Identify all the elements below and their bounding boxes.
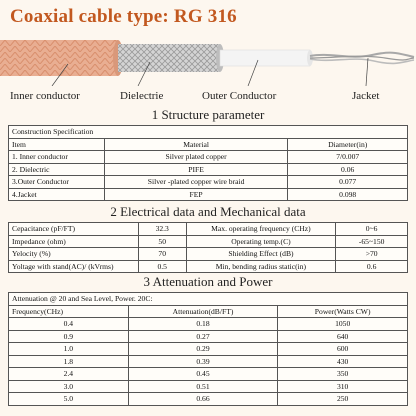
table-header-row bbox=[9, 305, 408, 318]
table-cell: 0.39 bbox=[128, 355, 278, 368]
structure-table bbox=[8, 125, 408, 201]
table-cell: 0.5 bbox=[138, 260, 186, 273]
table-row bbox=[9, 163, 408, 176]
table-cell: 70 bbox=[138, 248, 186, 261]
table-row bbox=[9, 393, 408, 406]
table-cell: Shielding Effect (dB) bbox=[186, 248, 336, 261]
table-row bbox=[9, 355, 408, 368]
table-cell: 0~6 bbox=[336, 223, 408, 236]
table-cell: Impedance (ohm) bbox=[9, 235, 139, 248]
table-header-row bbox=[9, 138, 408, 151]
table-cell: 350 bbox=[278, 368, 408, 381]
header-cell: Material bbox=[104, 138, 288, 151]
table-cell: 2.4 bbox=[9, 368, 129, 381]
table-cell: 0.29 bbox=[128, 343, 278, 356]
table-cell: PIFE bbox=[104, 163, 288, 176]
attenuation-table bbox=[8, 292, 408, 406]
table-cell: 0.06 bbox=[288, 163, 408, 176]
page-title: Coaxial cable type: RG 316 bbox=[10, 6, 237, 27]
label-jacket: Jacket bbox=[352, 90, 380, 102]
table-cell: -65~150 bbox=[336, 235, 408, 248]
table-cell: Silver plated copper bbox=[104, 151, 288, 164]
table-cell: Yelocity (%) bbox=[9, 248, 139, 261]
table-cell: 32.3 bbox=[138, 223, 186, 236]
electrical-table bbox=[8, 222, 408, 273]
table-row bbox=[9, 330, 408, 343]
table-cell: 0.51 bbox=[128, 380, 278, 393]
table-cell: 0.077 bbox=[288, 176, 408, 189]
table-cell: FEP bbox=[104, 188, 288, 201]
table-cell: 50 bbox=[138, 235, 186, 248]
header-cell: Power(Watts CW) bbox=[278, 305, 408, 318]
dielectric-section bbox=[220, 50, 313, 66]
table-row bbox=[9, 260, 408, 273]
table-cell: 0.9 bbox=[9, 330, 129, 343]
table-row bbox=[9, 248, 408, 261]
table-cell: 0.27 bbox=[128, 330, 278, 343]
table-row bbox=[9, 368, 408, 381]
table-cell: 4.Jacket bbox=[9, 188, 105, 201]
header-cell: Item bbox=[9, 138, 105, 151]
label-inner-conductor: Inner conductor bbox=[10, 90, 80, 102]
cable-illustration bbox=[0, 34, 416, 86]
table-cell: 0.6 bbox=[336, 260, 408, 273]
table-row bbox=[9, 151, 408, 164]
table-cell: 0.45 bbox=[128, 368, 278, 381]
jacket-section bbox=[0, 40, 123, 76]
table-cell: Max. operating frequency (CHz) bbox=[186, 223, 336, 236]
table-cell: Min, bending radius static(in) bbox=[186, 260, 336, 273]
table-cell: 0.18 bbox=[128, 318, 278, 331]
table-cell: 1. Inner conductor bbox=[9, 151, 105, 164]
table-row bbox=[9, 293, 408, 306]
table-cell: 640 bbox=[278, 330, 408, 343]
table-row bbox=[9, 380, 408, 393]
table-cell: Silver -plated copper wire braid bbox=[104, 176, 288, 189]
header-cell: Attenuation(dB/FT) bbox=[128, 305, 278, 318]
table-cell: 250 bbox=[278, 393, 408, 406]
table-row bbox=[9, 235, 408, 248]
table-row bbox=[9, 126, 408, 139]
table-row bbox=[9, 188, 408, 201]
table-cell: 600 bbox=[278, 343, 408, 356]
table-cell: Operating temp.(C) bbox=[186, 235, 336, 248]
header-cell: Frequency(CHz) bbox=[9, 305, 129, 318]
table-cell: Cepacitance (pF/FT) bbox=[9, 223, 139, 236]
outer-conductor-section bbox=[118, 44, 224, 72]
table-row bbox=[9, 223, 408, 236]
label-dielectric: Dielectrie bbox=[120, 90, 164, 102]
table-cell: 430 bbox=[278, 355, 408, 368]
table-caption: Construction Specification bbox=[9, 126, 408, 139]
header-cell: Diameter(in) bbox=[288, 138, 408, 151]
table-cell: 0.66 bbox=[128, 393, 278, 406]
table-cell: 0.4 bbox=[9, 318, 129, 331]
table-cell: 3.0 bbox=[9, 380, 129, 393]
table-row bbox=[9, 343, 408, 356]
section-structure-heading: 1 Structure parameter bbox=[151, 107, 265, 122]
table-row bbox=[9, 318, 408, 331]
inner-conductor-section bbox=[310, 53, 414, 64]
table-cell: >70 bbox=[336, 248, 408, 261]
table-caption: Attenuation @ 20 and Sea Level, Power. 20C: bbox=[9, 293, 408, 306]
table-cell: 5.0 bbox=[9, 393, 129, 406]
section-attenuation-heading: 3 Attenuation and Power bbox=[143, 274, 273, 289]
table-cell: 2. Dielectric bbox=[9, 163, 105, 176]
section-electrical-heading: 2 Electrical data and Mechanical data bbox=[110, 204, 306, 219]
table-cell: 3.Outer Conductor bbox=[9, 176, 105, 189]
table-cell: 310 bbox=[278, 380, 408, 393]
table-cell: Yoltage with stand(AC)/ (kVrms) bbox=[9, 260, 139, 273]
table-row bbox=[9, 176, 408, 189]
table-cell: 0.098 bbox=[288, 188, 408, 201]
table-cell: 1050 bbox=[278, 318, 408, 331]
table-cell: 1.8 bbox=[9, 355, 129, 368]
label-outer-conductor: Outer Conductor bbox=[202, 90, 277, 102]
table-cell: 7/0.007 bbox=[288, 151, 408, 164]
table-cell: 1.0 bbox=[9, 343, 129, 356]
